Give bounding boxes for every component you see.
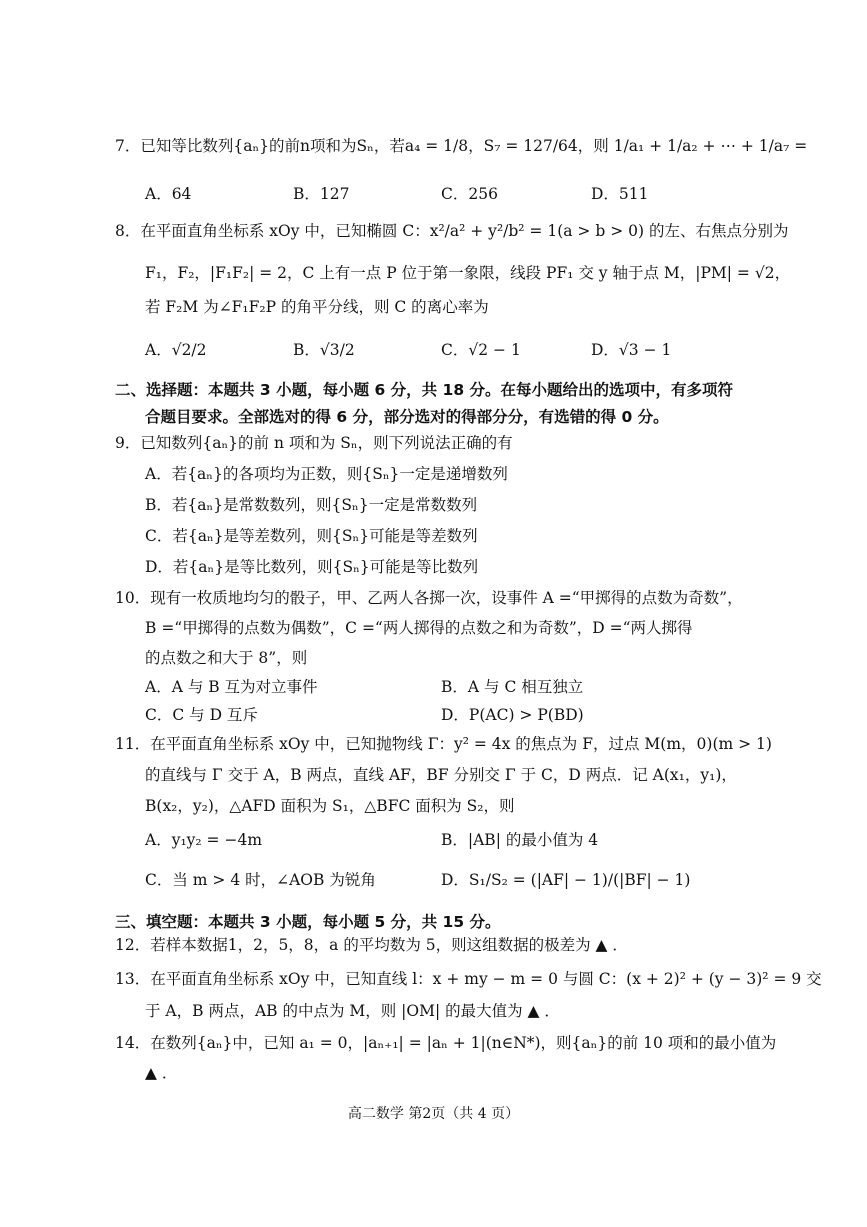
q10-options-row1 [145,675,745,705]
q10-line2: B =“甲掷得的点数为偶数”，C =“两人掷得的点数之和为奇数”，D =“两人掷得 [145,619,693,637]
section-3-heading: 三、填空题：本题共 3 小题，每小题 5 分，共 15 分。 [115,913,501,931]
q11-option-c: C．当 m > 4 时，∠AOB 为锐角 [145,871,376,889]
q9-option-b: B．若{aₙ}是常数数列，则{Sₙ}一定是常数数列 [145,496,478,514]
q8-line2: F₁，F₂，|F₁F₂| = 2，C 上有一点 P 位于第一象限，线段 PF₁ 交 y 轴于点 M，|PM| = √2， [145,264,791,282]
q10-options-row2 [145,703,745,733]
section-2-heading-line2: 合题目要求。全部选对的得 6 分，部分选对的得部分分，有选错的得 0 分。 [145,408,669,426]
q7-option-d: D．511 [591,185,649,203]
q8-option-a: A．√2/2 [145,341,207,359]
q11-option-d: D．S₁/S₂ = (|AF| − 1)/(|BF| − 1) [441,871,691,889]
q9-option-c: C．若{aₙ}是等差数列，则{Sₙ}可能是等差数列 [145,527,478,545]
q8-option-d: D．√3 − 1 [591,341,672,359]
q8-line3: 若 F₂M 为∠F₁F₂P 的角平分线，则 C 的离心率为 [145,298,489,316]
q9-option-d: D．若{aₙ}是等比数列，则{Sₙ}可能是等比数列 [145,558,479,576]
q8-option-c: C．√2 − 1 [441,341,521,359]
q8-option-b: B．√3/2 [293,341,355,359]
q11-options-row2 [145,868,745,898]
q11-options-row1 [145,828,745,858]
q11-line1: 11．在平面直角坐标系 xOy 中，已知抛物线 Γ：y² = 4x 的焦点为 F，过点 M(m，0)(m > 1) [115,735,772,753]
q10-option-c: C．C 与 D 互斥 [145,706,258,724]
q13-line1: 13．在平面直角坐标系 xOy 中，已知直线 l：x + my − m = 0 与圆 C：(x + 2)² + (y − 3)² = 9 交 [115,970,822,988]
q7-options [145,182,745,212]
q10-option-d: D．P(AC) > P(BD) [441,706,584,724]
q10-line3: 的点数之和大于 8”，则 [145,649,308,667]
page-footer: 高二数学 第2页（共 4 页） [347,1106,520,1122]
q10-line1: 10．现有一枚质地均匀的骰子，甲、乙两人各掷一次，设事件 A =“甲掷得的点数为奇数”， [115,589,743,607]
q12-text: 12．若样本数据1，2，5，8，a 的平均数为 5，则这组数据的极差为 ▲ ． [115,936,628,954]
q11-line2: 的直线与 Γ 交于 A，B 两点，直线 AF，BF 分别交 Γ 于 C，D 两点．记 A(x₁，y₁)， [145,766,737,784]
q7-option-b: B．127 [293,185,350,203]
section-2-heading-line1: 二、选择题：本题共 3 小题，每小题 6 分，共 18 分。在每小题给出的选项中，有多项符 [115,381,734,399]
q11-option-a: A．y₁y₂ = −4m [145,831,263,849]
q7-stem: 7．已知等比数列{aₙ}的前n项和为Sₙ，若a₄ = 1/8，S₇ = 127/64，则 1/a₁ + 1/a₂ + ⋯ + 1/a₇ = [115,137,808,155]
q13-line2: 于 A，B 两点，AB 的中点为 M，则 |OM| 的最大值为 ▲ ． [145,1002,560,1020]
q11-option-b: B．|AB| 的最小值为 4 [441,831,599,849]
q8-line1: 8．在平面直角坐标系 xOy 中，已知椭圆 C：x²/a² + y²/b² = 1(a > b > 0) 的左、右焦点分别为 [115,222,789,240]
q14-line1: 14．在数列{aₙ}中，已知 a₁ = 0，|aₙ₊₁| = |aₙ + 1|(n∈N*)，则{aₙ}的前 10 项和的最小值为 [115,1034,777,1052]
q9-stem: 9．已知数列{aₙ}的前 n 项和为 Sₙ，则下列说法正确的有 [115,434,513,452]
q11-line3: B(x₂，y₂)，△AFD 面积为 S₁，△BFC 面积为 S₂，则 [145,797,515,815]
q10-option-a: A．A 与 B 互为对立事件 [145,678,318,696]
q7-option-c: C．256 [441,185,498,203]
q10-option-b: B．A 与 C 相互独立 [441,678,584,696]
q9-option-a: A．若{aₙ}的各项均为正数，则{Sₙ}一定是递增数列 [145,465,508,483]
q8-options [145,338,745,368]
q14-line2: ▲ ． [145,1064,178,1082]
q7-option-a: A．64 [145,185,192,203]
